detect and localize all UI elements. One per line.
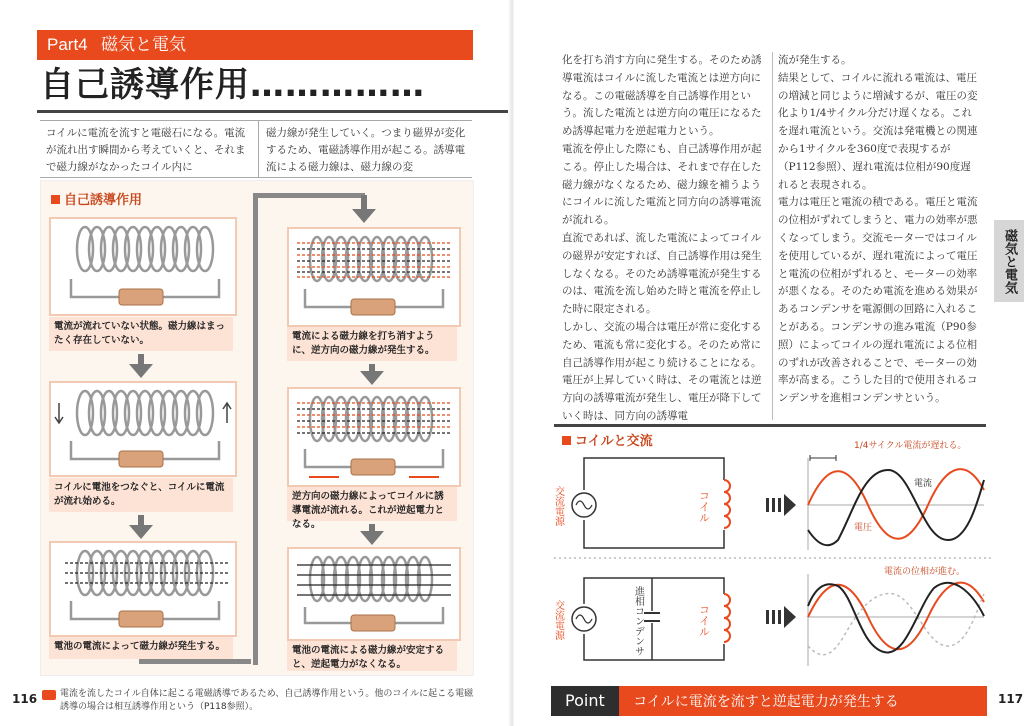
lag-note: 1/4サイクル電流が遅れる。 — [854, 441, 967, 451]
coil-panel-3 — [49, 541, 237, 637]
side-tab: 磁気と電気 — [994, 220, 1024, 302]
body-column-2 — [778, 52, 980, 408]
down-arrow-icon — [129, 364, 153, 378]
page-number: 117 — [998, 692, 1024, 706]
right-page — [514, 0, 1024, 726]
coil-label: コイル — [697, 604, 711, 637]
coil-panel-4 — [287, 227, 461, 327]
voltage-wave — [808, 469, 984, 539]
caption-6: 電池の電流による磁力線が安定すると、逆起電力がなくなる。 — [287, 641, 457, 671]
coil-panel-6 — [287, 547, 461, 641]
paragraph: 直流であれば、流した電流によってコイルの磁界が安定すれば、自己誘導作用は発生しなくなる。そのため誘導電流が発生するのは、電流を流し始めた時と電流を停止した時に限定される。 — [562, 231, 762, 316]
caption-3: 電池の電流によって磁力線が発生する。 — [49, 637, 233, 659]
battery-icon — [119, 611, 163, 627]
coil-illustration — [289, 389, 459, 485]
note-icon — [42, 690, 56, 700]
battery-icon — [351, 459, 395, 475]
title-dots: …………… — [250, 65, 425, 105]
figure-title: コイルと交流 — [562, 430, 653, 449]
capacitor-label: 進相コンデンサ — [632, 586, 644, 656]
self-induction-figure — [40, 180, 474, 676]
caption-1: 電流が流れていない状態。磁力線はまったく存在していない。 — [49, 317, 233, 351]
intro-divider — [258, 121, 259, 177]
left-page — [0, 0, 510, 726]
paragraph: しかし、交流の場合は電圧が常に変化するため、電流も常に変化する。そのため常に自己誘導作用が起こり続けることになる。電圧が上昇していく時は、その電流とは逆方向の誘導電流が発生し、電圧が降下していく時は、同方向の誘導電 — [562, 320, 762, 422]
current-label: 電流 — [914, 479, 933, 489]
part-header — [37, 30, 473, 60]
coil-illustration — [289, 229, 459, 325]
caption-5: 逆方向の磁力線によってコイルに誘導電流が流れる。これが逆起電力となる。 — [287, 487, 457, 521]
voltage-label: 電圧 — [854, 523, 873, 533]
coil-illustration — [51, 219, 235, 314]
coil-panel-1 — [49, 217, 237, 316]
battery-icon — [351, 615, 395, 631]
part-label: Part4 — [47, 35, 88, 54]
paragraph: 結果として、コイルに流れる電流は、電圧の増減と同じように増減するが、電圧の変化より1/4サイクル分だけ遅くなる。これを遅れ電流という。交流は発電機との関連から1サイクルを360度で表現するが（P112参照）、遅れ電流は位相が90度遅れると表現される。 — [778, 71, 978, 191]
paragraph: 化を打ち消す方向に発生する。そのため誘導電流はコイルに流した電流とは逆方向になる。この電磁誘導を自己誘導作用という。流した電流とは逆方向の電圧になるため誘導起電力を逆起電力という。 — [562, 54, 762, 138]
coil-illustration — [289, 549, 459, 639]
coil-panel-5 — [287, 387, 461, 487]
coil-panel-2 — [49, 381, 237, 477]
voltage-wave — [808, 583, 984, 650]
source-label: 交流電源 — [552, 600, 564, 640]
lagging-current-wave — [808, 594, 984, 655]
battery-icon — [351, 299, 395, 315]
page-number: 116 — [12, 692, 38, 706]
right-arrow-icon — [766, 606, 796, 628]
paragraph: 電力は電圧と電流の積である。電圧と電流の位相がずれてしまうと、電力の効率が悪くなってしまう。交流モーターではコイルを使用しているが、遅れ電流によって電圧と電流の位相がずれると、モーターの効率が悪くなる。そのため電流を進める効果があるコンデンサを電源側の回路に入れることがある。コンデンサの進み電流（P90参照）によってコイルの遅れ電流による位相のずれが改善されることで、モーターの効率が高まる。こうした目的で使用されるコンデンサを進相コンデンサという。 — [778, 196, 978, 405]
point-label: Point — [551, 686, 619, 716]
flow-connector — [139, 659, 251, 664]
lead-note: 電流の位相が進む。 — [884, 567, 966, 577]
coil-label: コイル — [697, 490, 711, 523]
source-label: 交流電源 — [552, 486, 564, 526]
column-divider — [772, 52, 773, 420]
caption-2: コイルに電池をつなぐと、コイルに電流が流れ始める。 — [49, 478, 233, 512]
down-arrow-icon — [360, 531, 384, 545]
flow-arrow — [138, 515, 144, 525]
intro-column-2: 磁力線が発生していく。つまり磁界が変化するため、電磁誘導作用が起こる。誘導電流による磁力線は、磁力線の変 — [266, 127, 466, 173]
battery-icon — [119, 451, 163, 467]
part-title: 磁気と電気 — [101, 35, 187, 55]
coil-illustration — [51, 543, 235, 635]
flow-arrow — [138, 354, 144, 364]
dotted-separator — [554, 556, 994, 560]
page-title-text: 自己誘導作用 — [40, 65, 250, 105]
intro-box — [40, 120, 472, 178]
down-arrow-icon — [352, 209, 376, 223]
flow-connector — [253, 195, 258, 665]
section-rule — [554, 424, 986, 427]
point-bar — [551, 686, 987, 716]
intro-column-1: コイルに電流を流すと電磁石になる。電流が流れ出す瞬間から考えていくと、それまで磁力線がなかったコイル内に — [46, 127, 246, 173]
figure-title: 自己誘導作用 — [51, 189, 142, 208]
coil-illustration — [51, 383, 235, 475]
body-column-1 — [562, 52, 768, 426]
paragraph: 流が発生する。 — [778, 54, 852, 66]
current-wave — [808, 470, 984, 545]
point-text: コイルに電流を流すと逆起電力が発生する — [633, 694, 899, 710]
battery-icon — [119, 289, 163, 305]
flow-connector — [253, 193, 365, 198]
paragraph: 電流を停止した際にも、自己誘導作用が起こる。停止した場合は、それまで存在した磁力線がなくなるため、磁力線を補うようにコイルに流した電流と同方向の誘導電流が流れる。 — [562, 142, 762, 227]
title-rule — [37, 110, 510, 113]
capacitor-circuit-diagram — [554, 566, 994, 676]
page-title — [40, 64, 510, 106]
down-arrow-icon — [360, 371, 384, 385]
caption-4: 電流による磁力線を打ち消すように、逆方向の磁力線が発生する。 — [287, 327, 457, 361]
down-arrow-icon — [129, 525, 153, 539]
footnote-text: 電流を流したコイル自体に起こる電磁誘導であるため、自己誘導作用という。他のコイルに起こる電磁誘導の場合は相互誘導作用という（P118参照）。 — [60, 689, 474, 712]
right-arrow-icon — [766, 494, 796, 516]
